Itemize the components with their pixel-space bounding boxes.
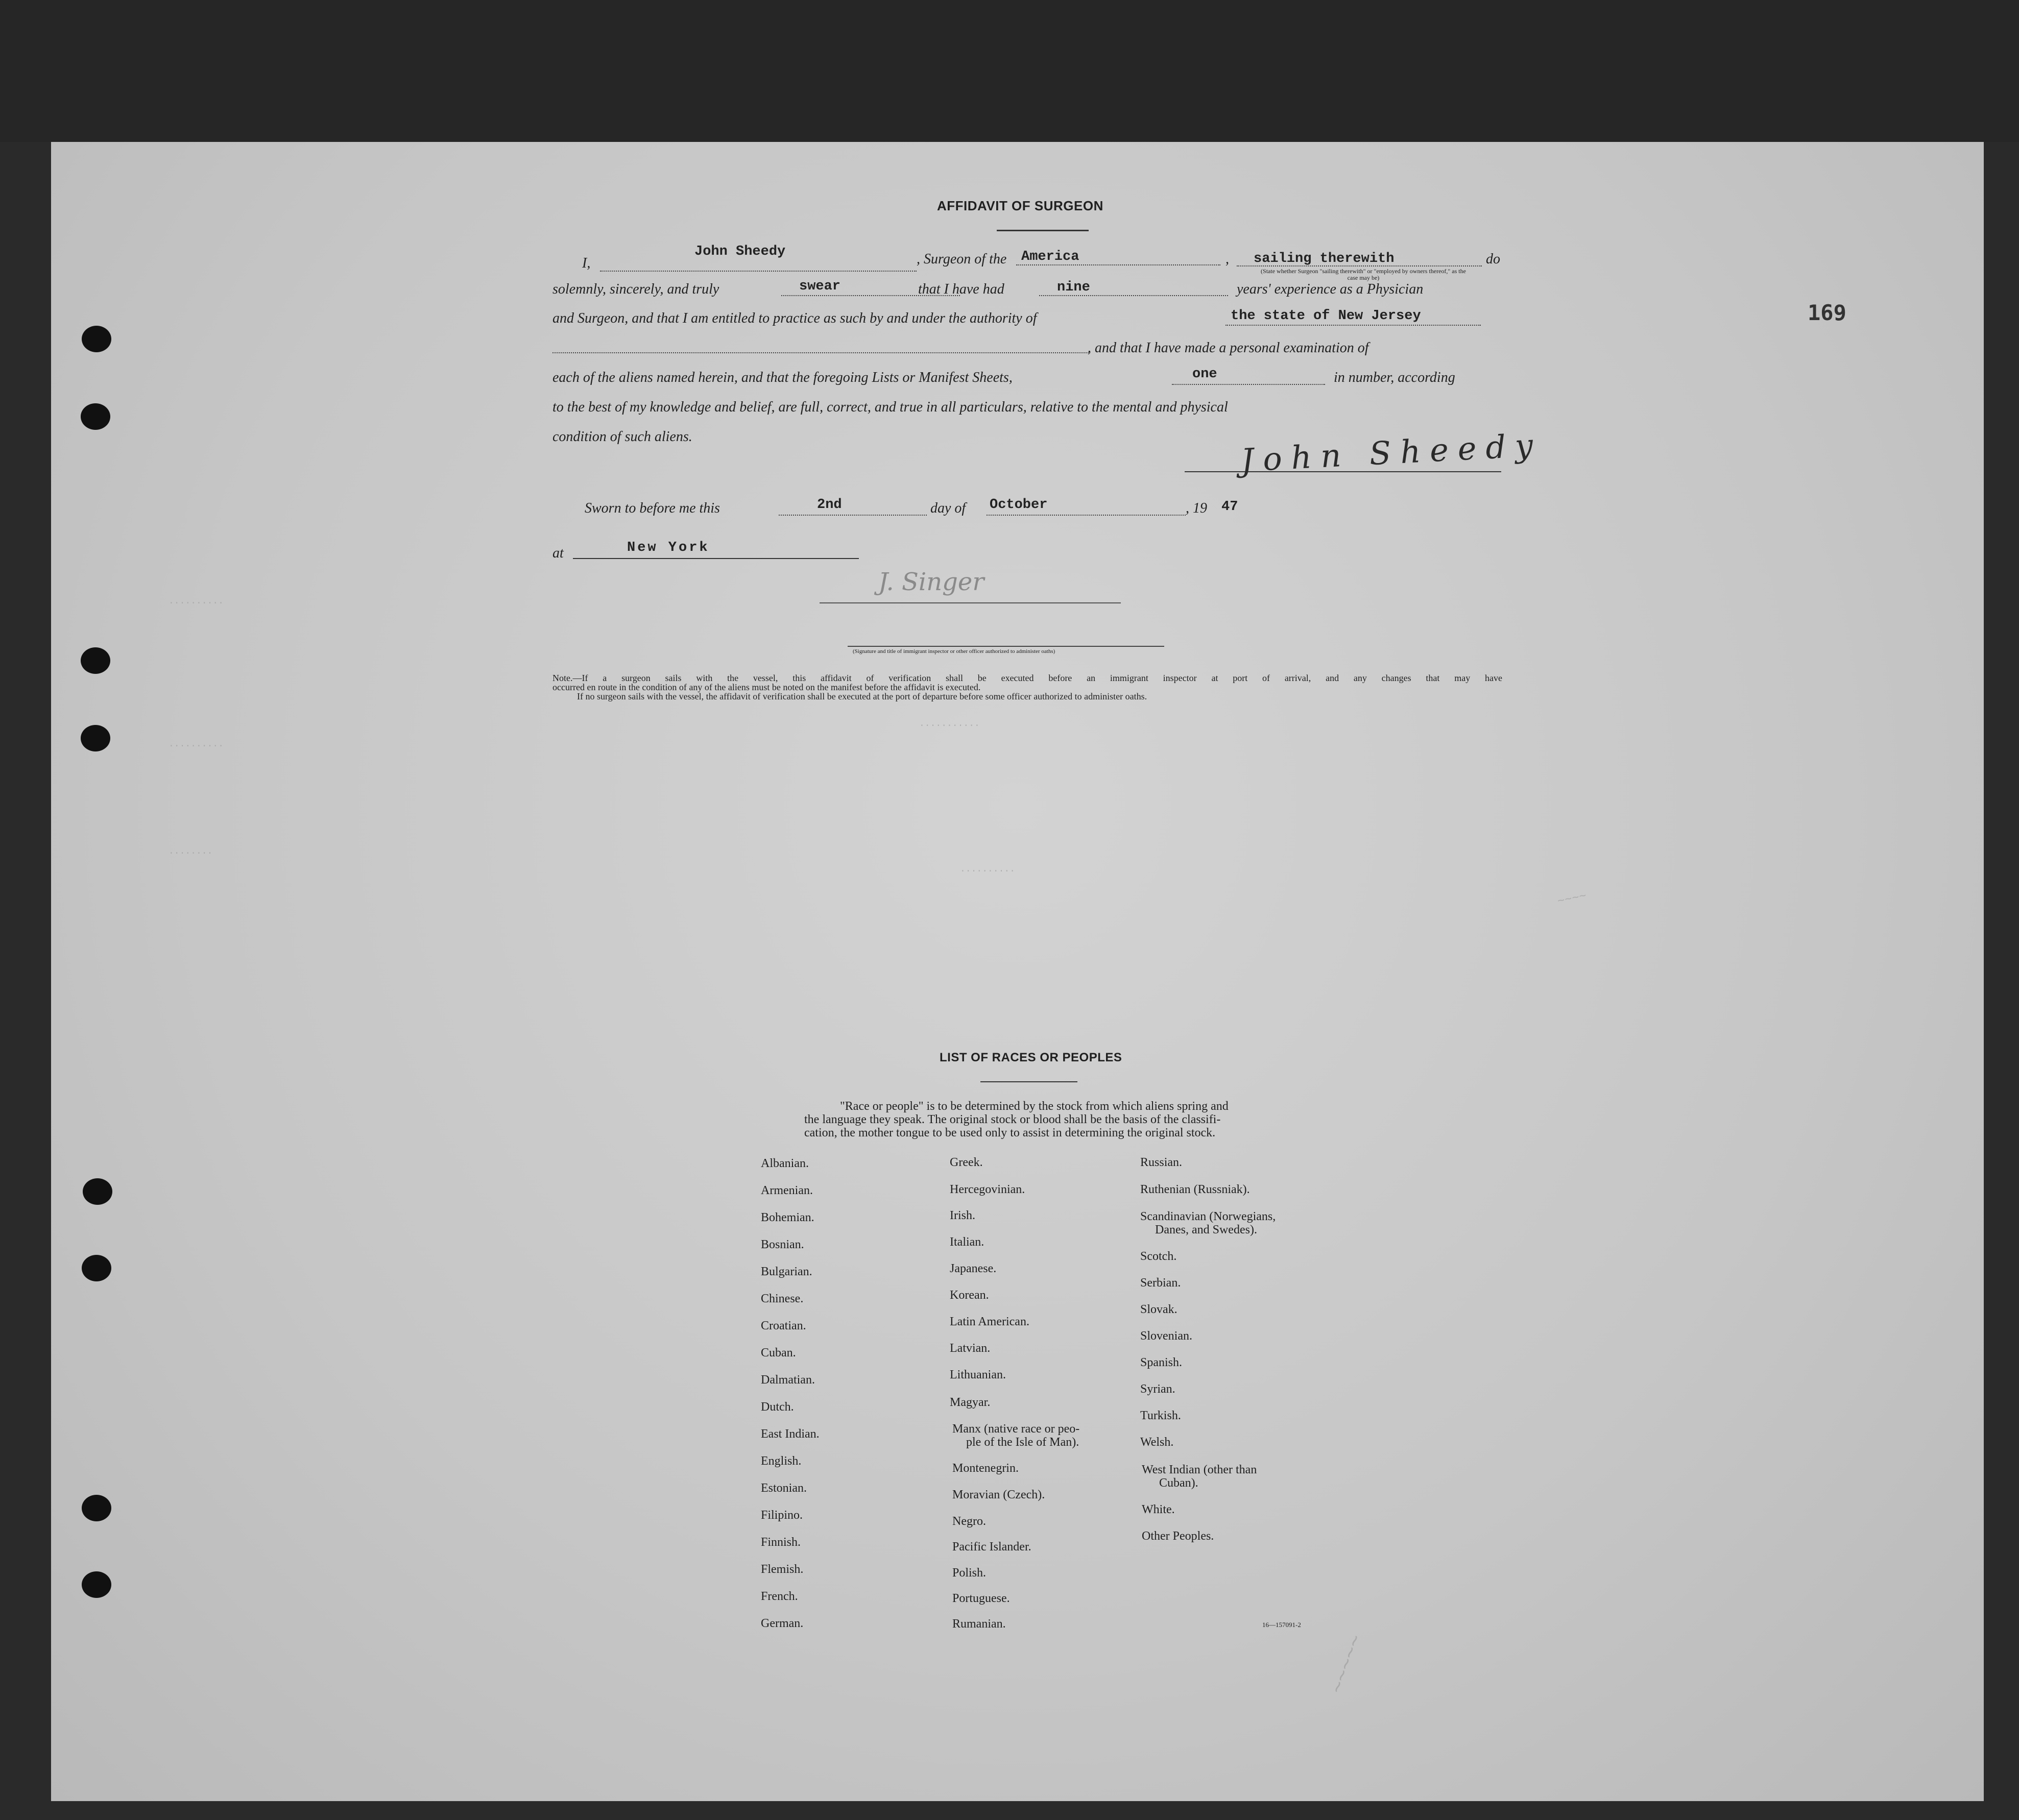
race-item: Bosnian. [761, 1238, 804, 1251]
blank-line [1039, 295, 1228, 296]
race-item: French. [761, 1590, 798, 1603]
text-i: I, [582, 255, 591, 271]
race-item: Ruthenian (Russniak). [1140, 1183, 1250, 1196]
race-item: Dalmatian. [761, 1373, 815, 1387]
punch-hole-icon [81, 647, 110, 674]
race-item: Albanian. [761, 1157, 809, 1170]
officer-signature: J. Singer [878, 568, 984, 596]
race-item: Portuguese. [952, 1592, 1010, 1605]
race-item: English. [761, 1454, 802, 1468]
sworn-day: 2nd [817, 497, 842, 513]
oath-type: swear [799, 279, 841, 294]
note-line-3: If no surgeon sails with the vessel, the affidavit of verification shall be executed at the port of departure before some officer authorized to administer oaths. [577, 691, 1147, 701]
race-item: Lithuanian. [950, 1368, 1006, 1381]
text-in-number: in number, according [1334, 370, 1455, 385]
sailing-note: (State whether Surgeon "sailing therewith" or "employed by owners thereof," as the case may be) [1261, 268, 1466, 281]
bleed-through-mark: ........... [919, 719, 980, 729]
race-item: Scotch. [1140, 1250, 1177, 1263]
punch-hole-icon [82, 1495, 111, 1521]
officer-caption: (Signature and title of immigrant inspector or other officer authorized to administer oaths) [853, 648, 1055, 654]
race-item: Chinese. [761, 1292, 804, 1305]
race-item: Hercegovinian. [950, 1183, 1025, 1196]
blank-line [987, 515, 1186, 516]
race-item: Cuban). [1159, 1476, 1198, 1490]
races-intro-line-1: "Race or people" is to be determined by the stock from which aliens spring and [840, 1100, 1229, 1113]
race-item: Manx (native race or peo- [952, 1422, 1080, 1436]
blank-line [1225, 325, 1481, 326]
race-item: Syrian. [1140, 1382, 1175, 1396]
bleed-through-mark: .......... [960, 864, 1016, 875]
note-line-1: Note.—If a surgeon sails with the vessel, this affidavit of verification shall be executed before an immigrant inspector at port of arrival, and any changes that may have [552, 673, 1502, 683]
years-experience: nine [1057, 280, 1090, 295]
race-item: Scandinavian (Norwegians, [1140, 1210, 1276, 1223]
text-sworn: Sworn to before me this [585, 500, 720, 516]
race-item: Croatian. [761, 1319, 806, 1332]
blank-line [600, 271, 917, 272]
text-solemnly: solemnly, sincerely, and truly [552, 281, 719, 297]
race-item: Danes, and Swedes). [1155, 1223, 1257, 1236]
race-item: Spanish. [1140, 1356, 1183, 1369]
race-item: Flemish. [761, 1563, 804, 1576]
race-item: Armenian. [761, 1184, 813, 1197]
text-examination: , and that I have made a personal examination of [1088, 340, 1369, 356]
punch-hole-icon [81, 725, 110, 751]
race-item: Other Peoples. [1142, 1530, 1214, 1543]
races-title-rule [980, 1081, 1077, 1082]
race-item: Latin American. [950, 1315, 1029, 1328]
race-item: Magyar. [950, 1396, 991, 1409]
race-item: Finnish. [761, 1536, 801, 1549]
note-line-2: occurred en route in the condition of any of the aliens must be noted on the manifest before the affidavit is executed. [552, 682, 981, 692]
text-at: at [552, 545, 564, 561]
text-comma: , [1225, 251, 1229, 267]
punch-hole-icon [83, 1178, 112, 1205]
race-item: Serbian. [1140, 1276, 1181, 1290]
race-item: Bohemian. [761, 1211, 814, 1224]
form-number: 16—157091-2 [1262, 1621, 1301, 1629]
race-item: Greek. [950, 1156, 983, 1169]
affidavit-title: AFFIDAVIT OF SURGEON [937, 198, 1103, 213]
race-item: Korean. [950, 1289, 989, 1302]
text-have-had: that I have had [918, 281, 1004, 297]
races-title: LIST OF RACES OR PEOPLES [940, 1051, 1122, 1064]
race-item: Bulgarian. [761, 1265, 812, 1278]
race-item: Slovak. [1140, 1303, 1177, 1316]
text-and-surgeon: and Surgeon, and that I am entitled to practice as such by and under the authority of [552, 310, 1037, 326]
races-intro-line-2: the language they speak. The original stock or blood shall be the basis of the classifi- [804, 1113, 1221, 1126]
race-item: Filipino. [761, 1509, 803, 1522]
surgeon-name: John Sheedy [694, 244, 786, 259]
bleed-through-mark: ........ [169, 846, 213, 857]
blank-line [573, 558, 859, 559]
title-rule [997, 230, 1089, 231]
bleed-through-mark: ~~~~ [1556, 889, 1588, 909]
race-item: Slovenian. [1140, 1329, 1192, 1343]
bleed-through-mark: .......... [169, 596, 224, 606]
race-item: Montenegrin. [952, 1462, 1019, 1475]
race-item: ple of the Isle of Man). [966, 1436, 1079, 1449]
blank-line [1016, 264, 1220, 265]
race-item: Turkish. [1140, 1409, 1181, 1422]
text-do: do [1486, 251, 1500, 267]
punch-hole-icon [82, 326, 111, 352]
blank-line [779, 515, 927, 516]
blank-line [552, 352, 1089, 353]
punch-hole-icon [82, 1255, 111, 1281]
punch-hole-icon [82, 1571, 111, 1598]
sailing-status: sailing therewith [1254, 251, 1395, 266]
race-item: Latvian. [950, 1342, 991, 1355]
race-item: Dutch. [761, 1400, 794, 1414]
page-number: 169 [1808, 300, 1846, 325]
race-item: Welsh. [1140, 1436, 1174, 1449]
race-item: Polish. [952, 1566, 987, 1580]
bleed-through-mark: ~~~~~ [1327, 1632, 1369, 1697]
text-year-prefix: , 19 [1186, 500, 1207, 516]
race-item: Japanese. [950, 1262, 997, 1275]
race-item: Irish. [950, 1209, 975, 1222]
text-best: to the best of my knowledge and belief, are full, correct, and true in all particulars, relative to the mental and physical [552, 399, 1228, 415]
vessel-name: America [1021, 249, 1079, 264]
sheet-count: one [1192, 367, 1217, 382]
races-intro-line-3: cation, the mother tongue to be used only to assist in determining the original stock. [804, 1126, 1216, 1139]
authority: the state of New Jersey [1231, 308, 1421, 324]
race-item: Italian. [950, 1235, 984, 1249]
race-item: Russian. [1140, 1156, 1183, 1169]
race-item: Moravian (Czech). [952, 1488, 1045, 1501]
race-item: German. [761, 1617, 804, 1630]
officer-signature-line [820, 602, 1121, 603]
race-item: Negro. [952, 1515, 986, 1528]
text-years-exp: years' experience as a Physician [1237, 281, 1424, 297]
text-surgeon-of: , Surgeon of the [917, 251, 1007, 267]
surgeon-signature: John Sheedy [1240, 426, 1543, 479]
race-item: Rumanian. [952, 1617, 1006, 1631]
race-item: Estonian. [761, 1482, 807, 1495]
blank-line [1172, 384, 1325, 385]
scan-border-top [0, 0, 2019, 142]
text-condition: condition of such aliens. [552, 429, 692, 445]
caption-line [848, 646, 1164, 647]
sworn-year: 47 [1221, 499, 1238, 515]
sworn-place: New York [627, 540, 710, 555]
race-item: East Indian. [761, 1427, 820, 1441]
punch-hole-icon [81, 403, 110, 430]
document-page [51, 142, 1984, 1801]
race-item: Pacific Islander. [952, 1540, 1031, 1554]
bleed-through-mark: .......... [169, 739, 224, 749]
race-item: Cuban. [761, 1346, 796, 1360]
race-item: West Indian (other than [1142, 1463, 1257, 1476]
text-each: each of the aliens named herein, and that the foregoing Lists or Manifest Sheets, [552, 370, 1013, 385]
sworn-month: October [990, 497, 1048, 513]
text-day-of: day of [930, 500, 966, 516]
race-item: White. [1142, 1503, 1175, 1516]
